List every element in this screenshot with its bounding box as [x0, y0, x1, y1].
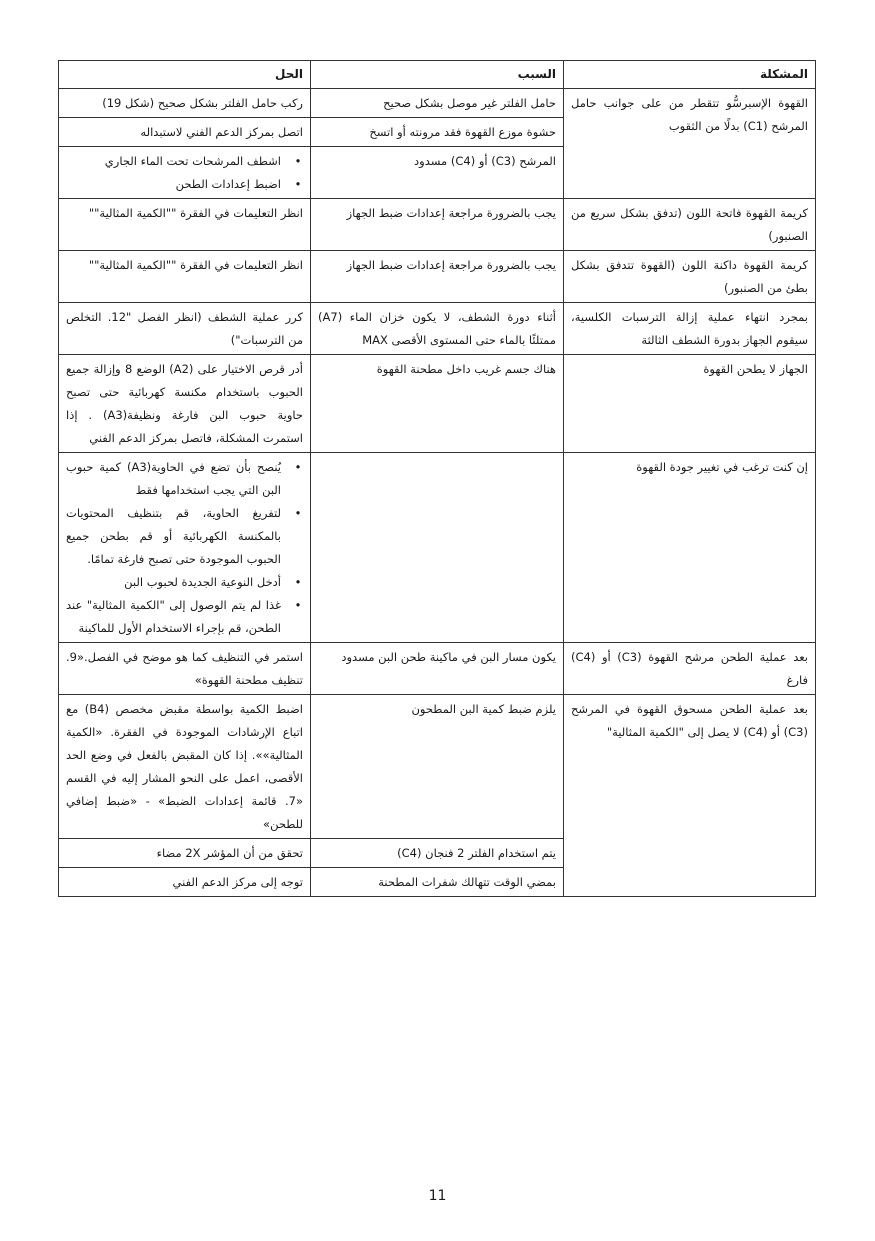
list-item: • لتفريغ الحاوية، قم بتنظيف المحتويات بالمكنسة الكهربائية أو قم بطحن جميع الحبوب الموجودة حتى تصبح فارغة تمامًا.: [66, 502, 281, 571]
cause-cell: [311, 453, 564, 643]
list-item: • يُنصح بأن تضع في الحاوية(A3) كمية حبوب البن التي يجب استخدامها فقط: [66, 456, 281, 502]
cause-cell: حامل الفلتر غير موصل بشكل صحيح: [311, 89, 564, 118]
table-row: [59, 199, 816, 251]
cause-cell: يجب بالضرورة مراجعة إعدادات ضبط الجهاز: [311, 199, 564, 251]
cause-cell: يكون مسار البن في ماكينة طحن البن مسدود: [311, 643, 564, 695]
cause-cell: يلزم ضبط كمية البن المطحون: [311, 695, 564, 839]
cause-cell: المرشح (C3) أو (C4) مسدود: [311, 147, 564, 199]
solution-cell: انظر التعليمات في الفقرة ""الكمية المثالية"": [59, 251, 311, 303]
list-item: • اشطف المرشحات تحت الماء الجاري: [66, 150, 281, 173]
solution-cell: استمر في التنظيف كما هو موضح في الفصل.«9. تنظيف مطحنة القهوة»: [59, 643, 311, 695]
problem-cell: بمجرد انتهاء عملية إزالة الترسبات الكلسية، سيقوم الجهاز بدورة الشطف الثالثة: [564, 303, 816, 355]
table-row: [59, 643, 816, 695]
solution-cell: كرر عملية الشطف (انظر الفصل "12. التخلص من الترسبات"): [59, 303, 311, 355]
troubleshooting-table: [58, 60, 816, 897]
table-row: [59, 251, 816, 303]
cause-cell: هناك جسم غريب داخل مطحنة القهوة: [311, 355, 564, 453]
cause-cell: بمضي الوقت تتهالك شفرات المطحنة: [311, 868, 564, 897]
table-header-row: [59, 61, 816, 89]
cause-cell: يتم استخدام الفلتر 2 فنجان (C4): [311, 839, 564, 868]
problem-cell: بعد عملية الطحن مسحوق القهوة في المرشح (C3) أو (C4) لا يصل إلى "الكمية المثالية": [564, 695, 816, 897]
problem-cell: القهوة الإسبرسُّو تتقطر من على جوانب حامل المرشح (C1) بدلًا من الثقوب: [564, 89, 816, 199]
table-row: [59, 695, 816, 839]
list-item: • أدخل النوعية الجديدة لحبوب البن: [66, 571, 281, 594]
solution-cell: [59, 147, 311, 199]
list-item: • اضبط إعدادات الطحن: [66, 173, 281, 196]
table-row: [59, 89, 816, 118]
cause-cell: يجب بالضرورة مراجعة إعدادات ضبط الجهاز: [311, 251, 564, 303]
cause-cell: أثناء دورة الشطف، لا يكون خزان الماء (A7) ممتلئًا بالماء حتى المستوى الأقصى MAX: [311, 303, 564, 355]
solution-cell: اضبط الكمية بواسطة مقبض مخصص (B4) مع اتباع الإرشادات الموجودة في الفقرة. «الكمية المثالية»». إذا كان المقبض بالفعل في وضع الحد الأقصى، اعمل على النحو المشار إليه في القسم «7. قائمة إعدادات الضبط» - «ضبط إضافي للطحن»: [59, 695, 311, 839]
solution-cell: تحقق من أن المؤشر 2X مضاء: [59, 839, 311, 868]
solution-bullet-list: [66, 150, 303, 196]
solution-cell: أدر قرص الاختيار على (A2) الوضع 8 وإزالة جميع الحبوب باستخدام مكنسة كهربائية حتى تصبح حاوية حبوب البن فارغة ونظيفة(A3) . إذا استمرت المشكلة، فاتصل بمركز الدعم الفني: [59, 355, 311, 453]
solution-bullet-list: [66, 456, 303, 640]
solution-cell: توجه إلى مركز الدعم الفني: [59, 868, 311, 897]
problem-cell: كريمة القهوة فاتحة اللون (تدفق بشكل سريع من الصنبور): [564, 199, 816, 251]
solution-cell: انظر التعليمات في الفقرة ""الكمية المثالية"": [59, 199, 311, 251]
problem-cell: كريمة القهوة داكنة اللون (القهوة تتدفق بشكل بطئ من الصنبور): [564, 251, 816, 303]
list-item: • غذا لم يتم الوصول إلى "الكمية المثالية" عند الطحن، قم بإجراء الاستخدام الأول للماكينة: [66, 594, 281, 640]
problem-cell: إن كنت ترغب في تغيير جودة القهوة: [564, 453, 816, 643]
table-row: [59, 355, 816, 453]
solution-cell: اتصل بمركز الدعم الفني لاستبداله: [59, 118, 311, 147]
header-solution: الحل: [59, 61, 311, 89]
solution-cell: ركب حامل الفلتر بشكل صحيح (شكل 19): [59, 89, 311, 118]
table-row: [59, 303, 816, 355]
page-number: 11: [428, 1188, 447, 1204]
cause-cell: حشوة موزع القهوة فقد مرونته أو اتسخ: [311, 118, 564, 147]
header-problem: المشكلة: [564, 61, 816, 89]
table-row: [59, 453, 816, 643]
header-cause: السبب: [311, 61, 564, 89]
troubleshooting-page: [58, 60, 815, 897]
problem-cell: الجهاز لا يطحن القهوة: [564, 355, 816, 453]
problem-cell: بعد عملية الطحن مرشح القهوة (C3) أو (C4) فارغ: [564, 643, 816, 695]
solution-cell: [59, 453, 311, 643]
